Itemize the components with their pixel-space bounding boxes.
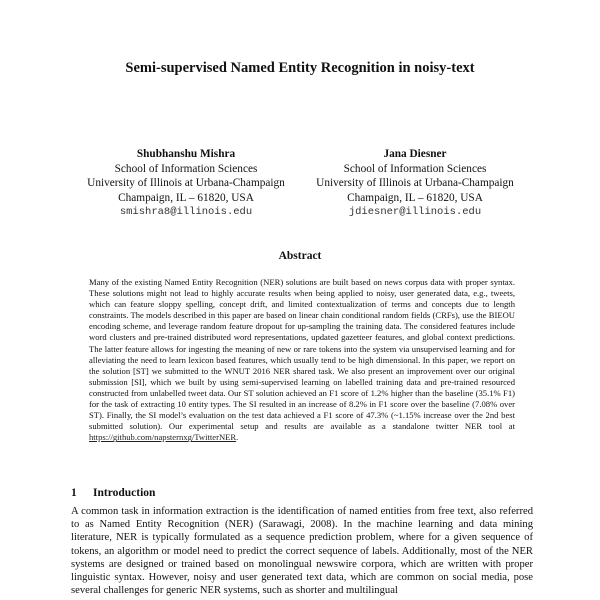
section-title: Introduction [93,487,156,499]
abstract-end: . [236,432,239,443]
author-school: School of Information Sciences [343,162,487,175]
abstract-text: Many of the existing Named Entity Recognition (NER) solutions are built based on news corpus data with proper syntax. These solutions might not lead to highly accurate results when being applied to noisy, user generated data, e.g., tweets, which can feature sloppy spelling, concept drift, and limited contextualization of terms and concepts due to length constraints. The models described in this paper are based on linear chain conditional random fields (CRFs), use the BIEOU encoding scheme, and leverage random feature dropout for up-sampling the training data. The considered features include word clusters and pre-trained distributed word representations, updated gazetteer features, and global context predictions. The latter feature allows for ingesting the meaning of new or rare tokens into the system via unsupervised learning and for alleviating the need to learn lexicon based features, which usually tend to be high dimensional. In this paper, we report on the solution [ST] we submitted to the WNUT 2016 NER shared task. We also present an improvement over our original submission [SI], which we built by using semi-supervised learning on labelled training data and pre-trained resourced constructed from unlabelled tweet data. Our ST solution achieved an F1 score of 1.2% higher than the baseline (35.1% F1) for the task of extracting 10 entity types. The SI resulted in an increase of 8.2% in F1 score over the baseline (7.08% over ST). Finally, the SI model’s evaluation on the test data achieved a F1 score of 47.3% (~1.15% increase over the 2nd best submitted solution). Our experimental setup and results are available as a standalone twitter NER tool at [89,277,515,432]
author-email-link[interactable]: smishra8@illinois.edu [119,206,253,218]
abstract-heading: Abstract [278,250,322,262]
section-number: 1 [71,487,77,499]
author-location: Champaign, IL – 61820, USA [347,191,483,204]
author-email-link[interactable]: jdiesner@illinois.edu [348,206,482,218]
section-heading [71,487,155,499]
author-location: Champaign, IL – 61820, USA [118,191,254,204]
introduction-paragraph: A common task in information extraction is the identification of named entities from free text, also referred to as Named Entity Recognition (NER) (Sarawagi, 2008). In the machine learning and data mining literature, NER is typically formulated as a sequence prediction problem, where for a given sequence of tokens, an algorithm or model need to predict the correct sequence of labels. Additionally, most of the NER systems are designed or trained based on monolingual newswire corpora, which are written with proper linguistic syntax. However, noisy and user generated text data, which are common on social media, pose several challenges for generic NER systems, such as shorter and multilingual [71,506,533,597]
author-block-1 [66,147,306,220]
author-block-2 [295,147,535,220]
abstract-body [89,277,515,443]
paper-title: Semi-supervised Named Entity Recognition in noisy-text [125,60,475,76]
github-link[interactable]: https://github.com/napsternxg/TwitterNER [89,432,237,443]
author-university: University of Illinois at Urbana-Champaign [316,177,514,189]
author-school: School of Information Sciences [114,162,258,175]
author-name: Jana Diesner [383,148,447,160]
author-name: Shubhanshu Mishra [136,148,236,160]
author-university: University of Illinois at Urbana-Champaign [87,177,285,189]
